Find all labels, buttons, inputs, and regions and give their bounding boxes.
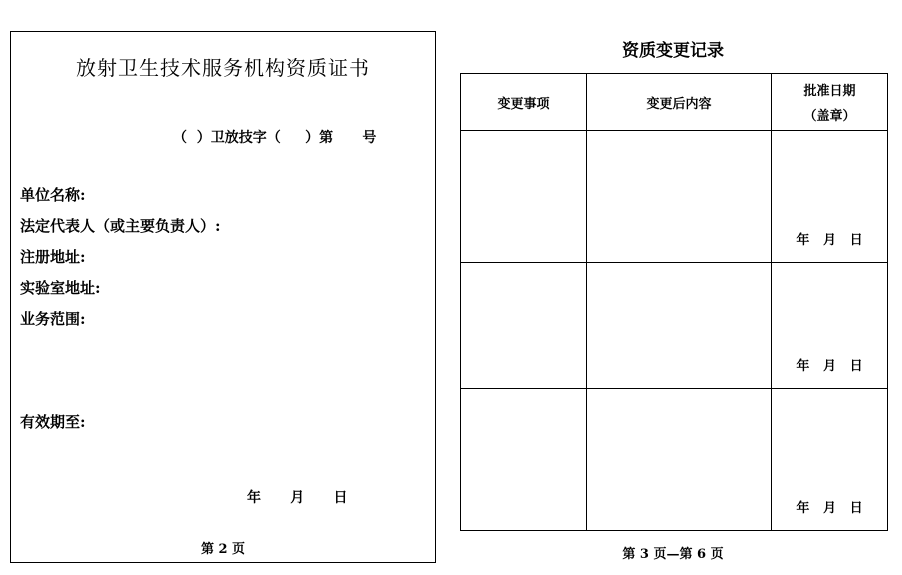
change-record-table: [460, 73, 888, 531]
change-item-cell[interactable]: [461, 389, 587, 531]
approval-date-cell[interactable]: 年 月 日: [772, 131, 888, 263]
approval-date-cell[interactable]: 年 月 日: [772, 263, 888, 389]
changed-content-cell[interactable]: [587, 389, 772, 531]
field-registered-address: 注册地址:: [20, 248, 86, 266]
header-approval-date: [772, 74, 888, 131]
certificate-page: [10, 31, 436, 563]
change-item-cell[interactable]: [461, 131, 587, 263]
header-seal-label: （盖章）: [803, 109, 856, 124]
table-header-row: [461, 74, 888, 131]
certificate-title: 放射卫生技术服务机构资质证书: [76, 56, 370, 80]
field-legal-representative: 法定代表人（或主要负责人）:: [20, 217, 221, 235]
header-approval-date-label: 批准日期: [803, 84, 856, 99]
issue-date-line: 年 月 日: [247, 490, 348, 506]
approval-date-cell[interactable]: 年 月 日: [772, 389, 888, 531]
changed-content-cell[interactable]: [587, 131, 772, 263]
certificate-number-line: （ ）卫放技字（ ）第 号: [173, 130, 377, 146]
page-number-right: 第 3 页—第 6 页: [622, 547, 724, 562]
table-row: [461, 389, 888, 531]
header-changed-content: 变更后内容: [587, 74, 772, 131]
table-row: [461, 131, 888, 263]
field-valid-until: 有效期至:: [20, 413, 86, 431]
change-item-cell[interactable]: [461, 263, 587, 389]
field-unit-name: 单位名称:: [20, 186, 86, 204]
change-record-title: 资质变更记录: [622, 41, 724, 61]
header-change-item: 变更事项: [461, 74, 587, 131]
table-row: [461, 263, 888, 389]
page-number-left: 第 2 页: [200, 542, 246, 557]
field-lab-address: 实验室地址:: [20, 279, 101, 297]
field-business-scope: 业务范围:: [20, 310, 86, 328]
changed-content-cell[interactable]: [587, 263, 772, 389]
